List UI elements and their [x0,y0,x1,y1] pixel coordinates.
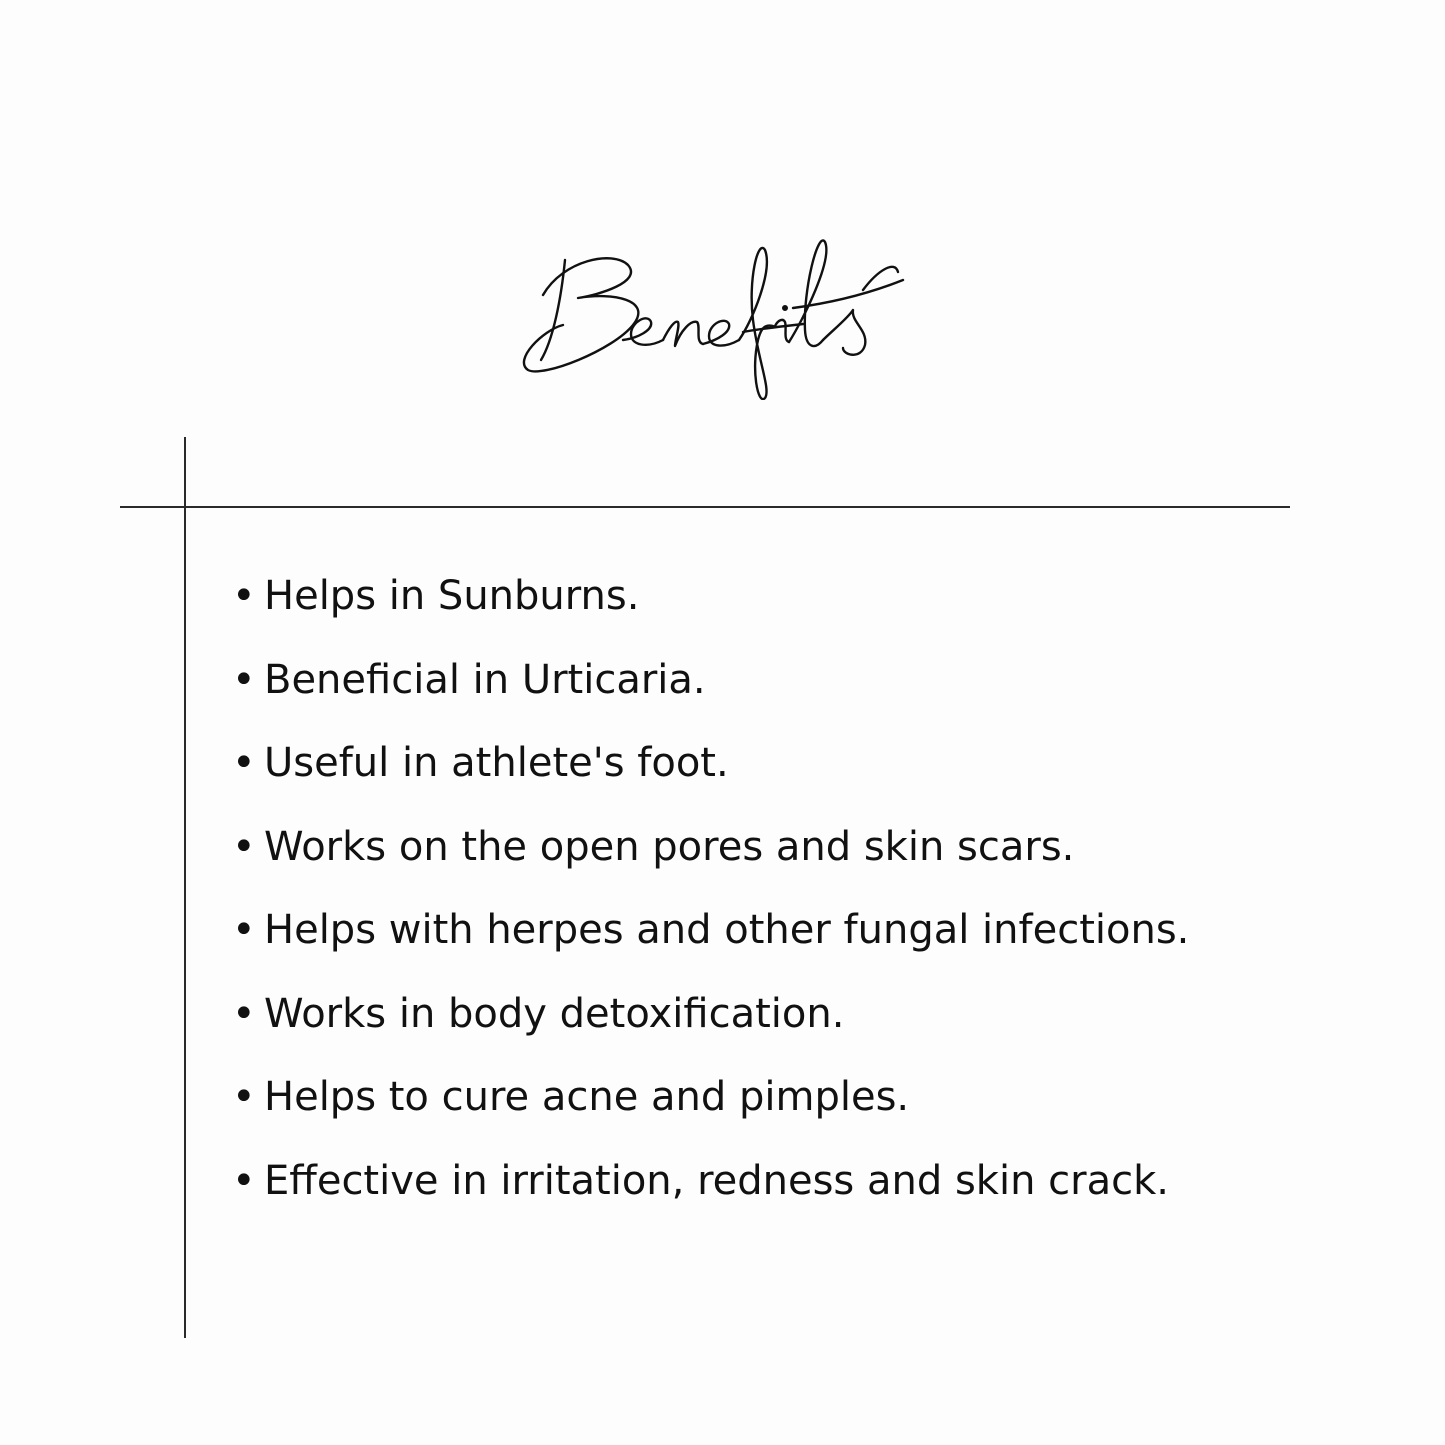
benefits-script-heading [503,200,943,400]
benefit-text: Works on the open pores and skin scars. [264,823,1075,870]
list-item [232,1056,1189,1140]
page-title [0,200,1445,430]
benefit-text: Helps to cure acne and pimples. [264,1074,910,1120]
vertical-divider [184,437,186,1338]
list-item [232,806,1189,890]
bullet: • [232,990,256,1037]
list-item [232,722,1189,806]
bullet: • [232,907,256,953]
benefit-text: Effective in irritation, redness and skin crack. [264,1157,1169,1204]
list-item [232,639,1189,723]
bullet: • [232,740,256,786]
benefit-text: Helps with herpes and other fungal infections. [264,907,1190,953]
list-item [232,555,1189,639]
benefit-text: Useful in athlete's foot. [264,740,729,786]
horizontal-divider [120,506,1290,508]
list-item [232,973,1189,1057]
bullet: • [232,1157,256,1204]
page-title-text [0,260,1445,261]
bullet: • [232,823,256,870]
bullet: • [232,656,256,703]
benefit-text: Helps in Sunburns. [264,573,640,619]
list-item [232,1140,1189,1224]
benefit-text: Beneficial in Urticaria. [264,656,706,703]
list-item [232,889,1189,973]
bullet: • [232,573,256,619]
benefits-list [232,555,1189,1223]
bullet: • [232,1074,256,1120]
benefit-text: Works in body detoxification. [264,990,845,1037]
